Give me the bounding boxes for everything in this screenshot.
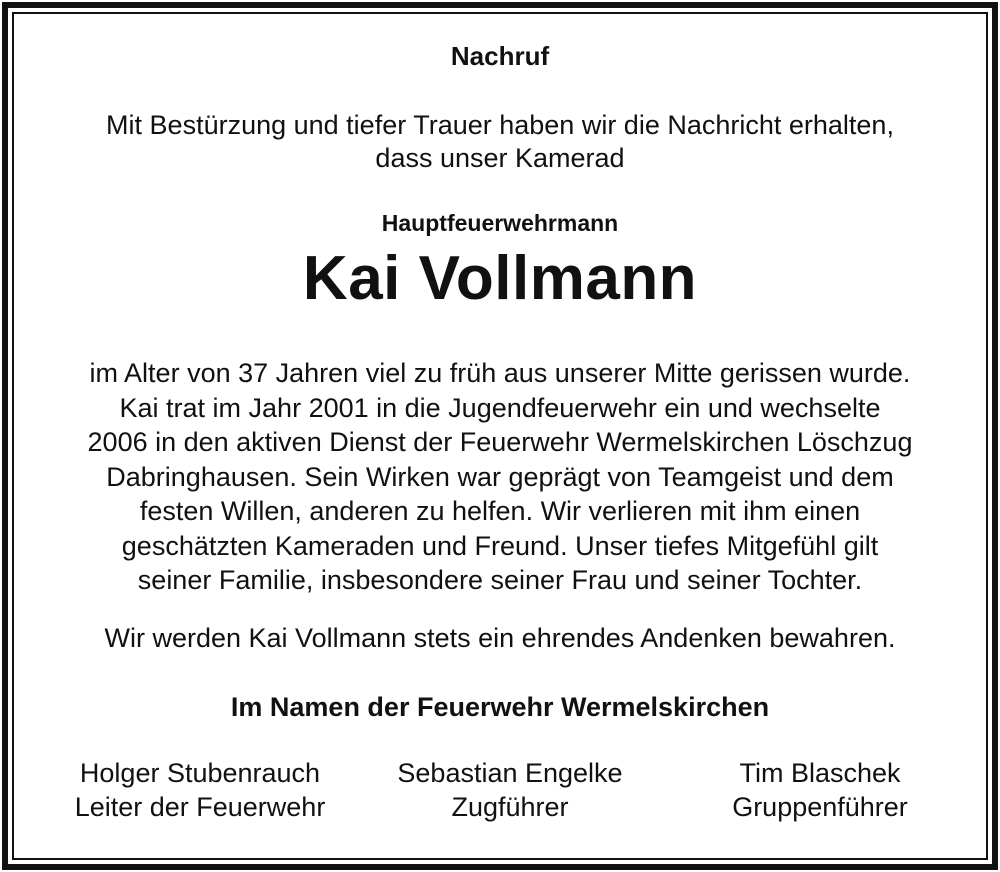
signer-title: Leiter der Feuerwehr (74, 792, 326, 822)
signer (690, 756, 950, 824)
body-text (30, 356, 970, 598)
signer-title: Zugführer (451, 792, 569, 822)
signer (380, 756, 640, 824)
rank-title: Hauptfeuerwehrmann (381, 210, 619, 236)
deceased-name: Kai Vollmann (302, 244, 698, 313)
organization-line: Im Namen der Feuerwehr Wermelskirchen (230, 692, 770, 722)
signer-title: Gruppenführer (732, 792, 908, 822)
signer-name: Sebastian Engelke (397, 758, 623, 788)
notice-heading: Nachruf (450, 41, 550, 71)
body-line: geschätzten Kameraden und Freund. Unser tiefes Mitgefühl gilt (121, 530, 879, 561)
signer-name: Holger Stubenrauch (79, 758, 321, 788)
intro-line: Mit Bestürzung und tiefer Trauer haben wir die Nachricht erhalten, (106, 110, 894, 140)
closing-text: Wir werden Kai Vollmann stets ein ehrendes Andenken bewahren. (104, 623, 896, 653)
body-line: seiner Familie, insbesondere seiner Frau und seiner Tochter. (137, 565, 863, 595)
body-line: Kai trat im Jahr 2001 in die Jugendfeuerwehr ein und wechselte (119, 392, 881, 423)
signer (50, 756, 350, 824)
body-line: festen Willen, anderen zu helfen. Wir verlieren mit ihm einen (139, 496, 861, 526)
intro-line: dass unser Kamerad (375, 143, 625, 173)
body-line: 2006 in den aktiven Dienst der Feuerwehr Wermelskirchen Löschzug (87, 427, 913, 457)
intro-text (30, 109, 970, 175)
signers (30, 756, 970, 836)
signer-name: Tim Blaschek (739, 758, 901, 788)
body-line: im Alter von 37 Jahren viel zu früh aus unserer Mitte gerissen wurde. (89, 358, 911, 388)
body-line: Dabringhausen. Sein Wirken war geprägt von Teamgeist und dem (106, 461, 894, 492)
